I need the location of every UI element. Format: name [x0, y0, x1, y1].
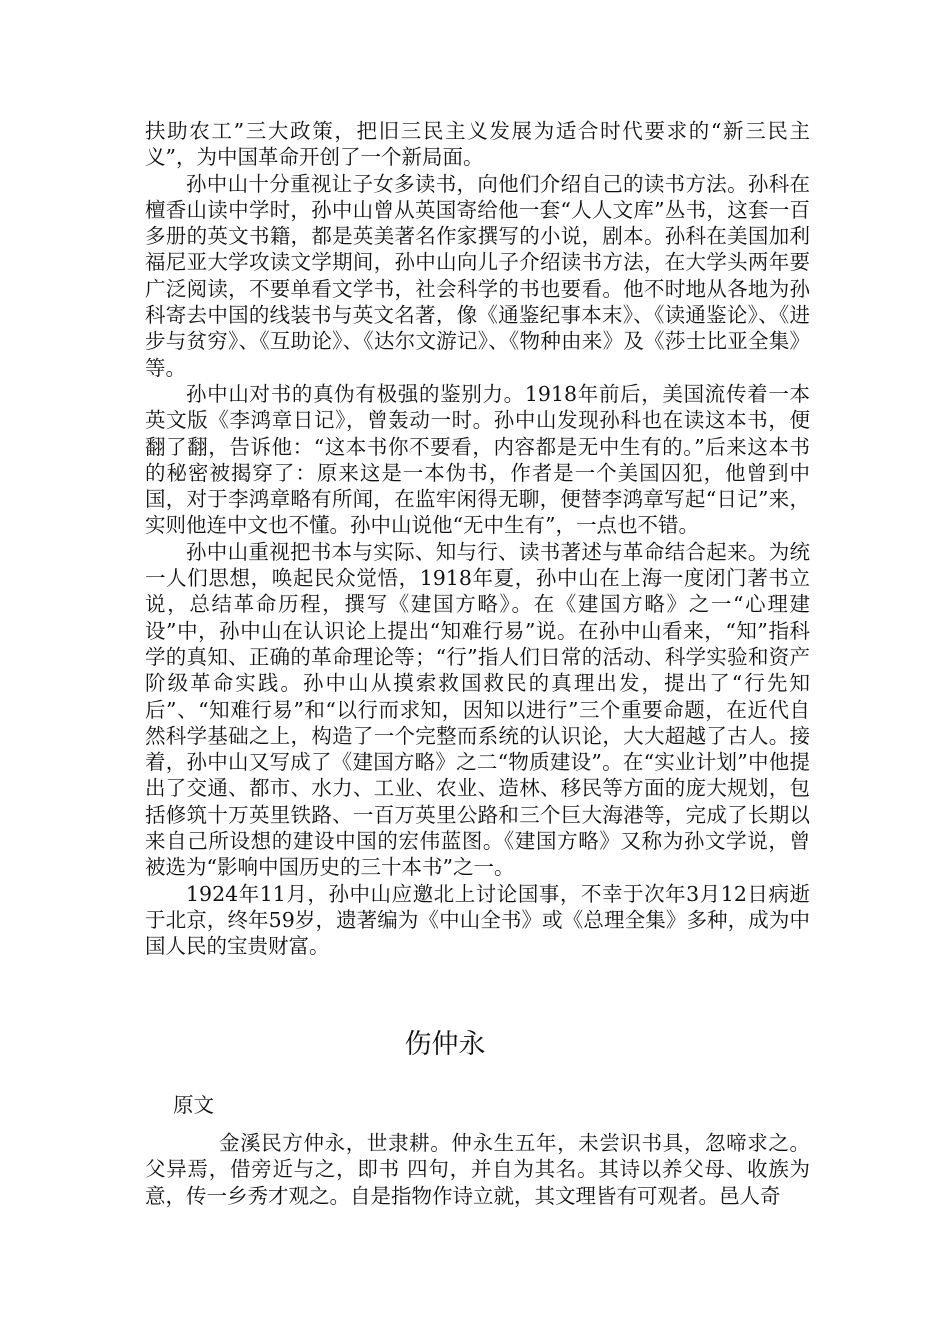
paragraph-5: 1924年11月，孙中山应邀北上讨论国事，不幸于次年3月12日病逝于北京，终年59岁，遗著编为《中山全书》或《总理全集》多种，成为中国人民的宝贵财富。 — [145, 881, 810, 959]
paragraph-3: 孙中山对书的真伪有极强的鉴别力。1918年前后，美国流传着一本英文版《李鸿章日记》，曾轰动一时。孙中山发现孙科也在读这本书，便翻了翻，告诉他：“这本书你不要看，内容都是无中生有的。”后来这本书的秘密被揭穿了：原来这是一本伪书，作者是一个美国囚犯，他曾到中国，对于李鸿章略有所闻，在监牢闲得无聊，便替李鸿章写起“日记”来，实则他连中文也不懂。孙中山说他“无中生有”，一点也不错。 — [145, 381, 810, 538]
document-page — [145, 118, 810, 1208]
paragraph-1: 扶助农工”三大政策，把旧三民主义发展为适合时代要求的“新三民主义”，为中国革命开创了一个新局面。 — [145, 119, 810, 170]
body-text — [145, 118, 810, 960]
paragraph-2: 孙中山十分重视让子女多读书，向他们介绍自己的读书方法。孙科在檀香山读中学时，孙中山曾从英国寄给他一套“人人文库”丛书，这套一百多册的英文书籍，都是英美著名作家撰写的小说，剧本。孙科在美国加利福尼亚大学攻读文学期间，孙中山向儿子介绍读书方法，在大学头两年要广泛阅读，不要单看文学书，社会科学的书也要看。他不时地从各地为孙科寄去中国的线装书与英文名著，像《通鉴纪事本末》、《读通鉴论》、《进步与贫穷》、《互助论》、《达尔文游记》、《物种由来》及《莎士比亚全集》等。 — [145, 171, 810, 380]
original-text: 金溪民方仲永，世隶耕。仲永生五年，未尝识书具，忽啼求之。父异焉，借旁近与之，即书 四句，并自为其名。其诗以养父母、收族为意，传一乡秀才观之。自是指物作诗立就，其文理皆有可观者。邑人奇 — [145, 1131, 810, 1208]
section-title: 伤仲永 — [404, 1029, 486, 1060]
paragraph-4: 孙中山重视把书本与实际、知与行、读书著述与革命结合起来。为统一人们思想，唤起民众觉悟，1918年夏，孙中山在上海一度闭门著书立说，总结革命历程，撰写《建国方略》。在《建国方略》之一“心理建设”中，孙中山在认识论上提出“知难行易”说。在孙中山看来，“知”指科学的真知、正确的革命理论等；“行”指人们日常的活动、科学实验和资产阶级革命实践。孙中山从摸索救国救民的真理出发，提出了“行先知后”、“知难行易”和“以行而求知，因知以进行”三个重要命题，在近代自然科学基础之上，构造了一个完整而系统的认识论，大大超越了古人。接着，孙中山又写成了《建国方略》之二“物质建设”。在“实业计划”中他提出了交通、都市、水力、工业、农业、造林、移民等方面的庞大规划，包括修筑十万英里铁路、一百万英里公路和三个巨大海港等，完成了长期以来自己所设想的建设中国的宏伟蓝图。《建国方略》又称为孙文学说，曾被选为“影响中国历史的三十本书”之一。 — [145, 539, 810, 880]
section-label: 原文 — [173, 1093, 214, 1117]
